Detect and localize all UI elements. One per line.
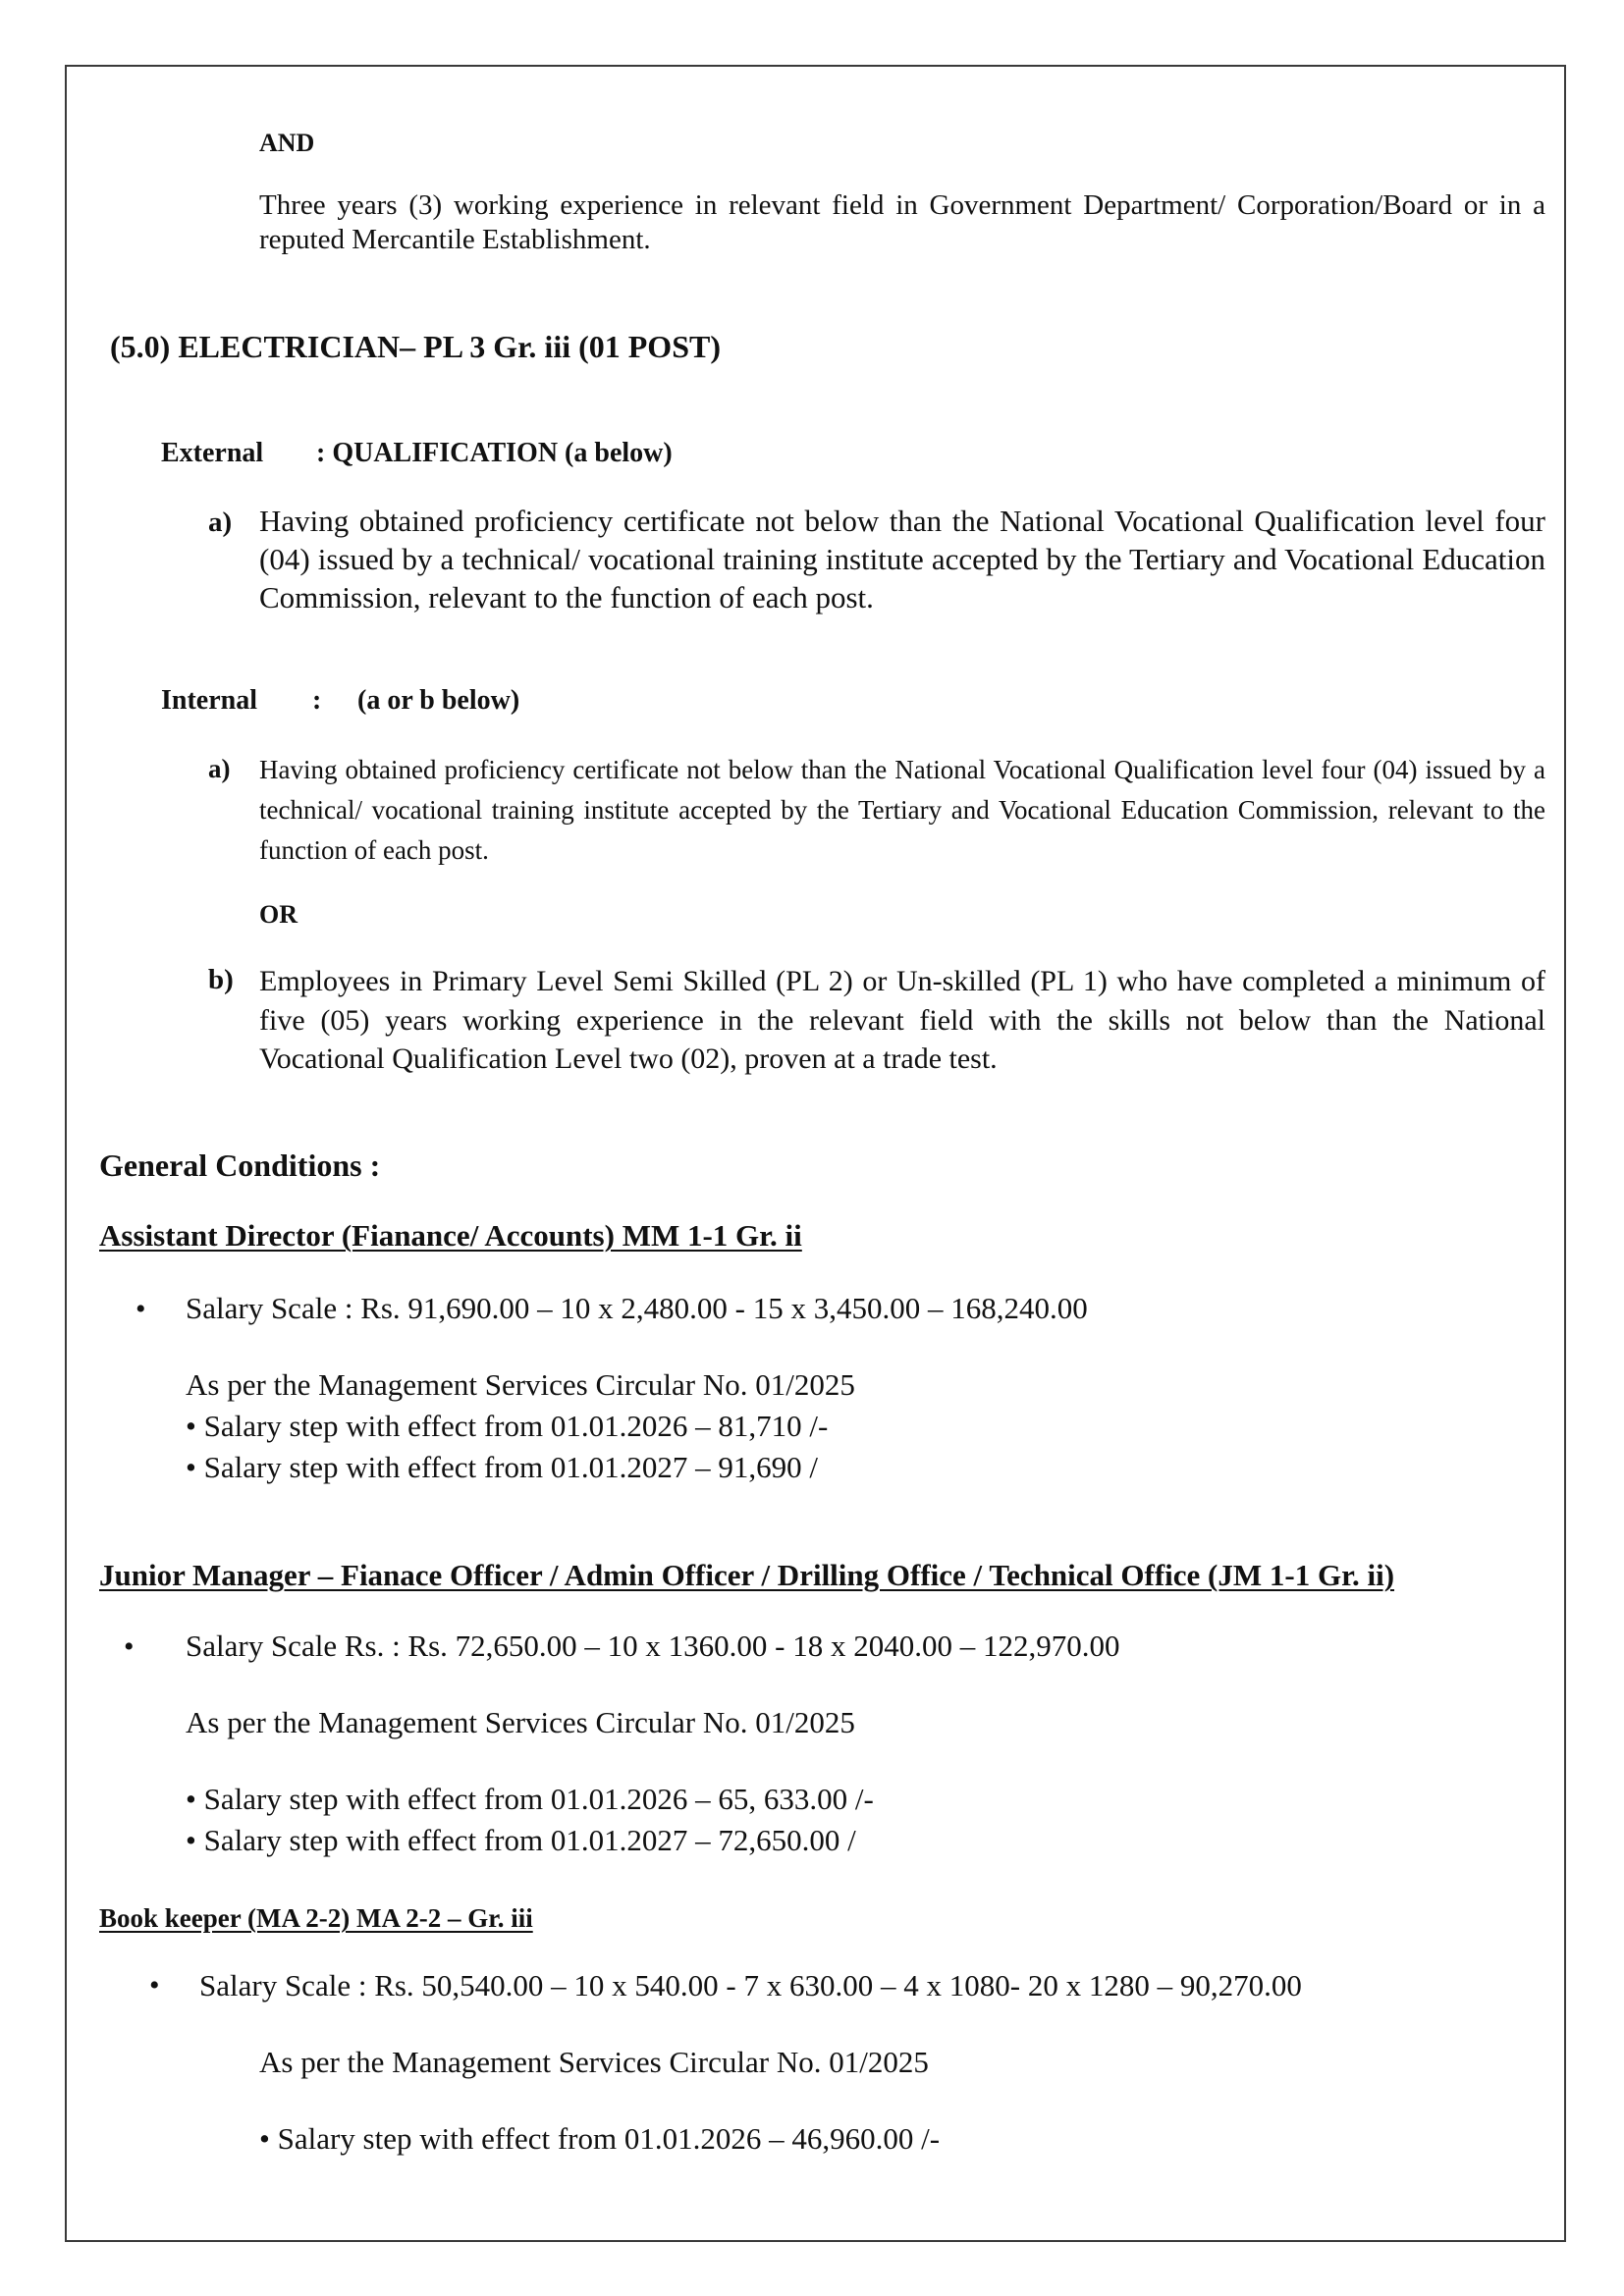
external-qualification: : QUALIFICATION (a below) <box>316 438 673 468</box>
assistant-director-step: • Salary step with effect from 01.01.2026 – 81,710 /- <box>186 1409 829 1443</box>
internal-colon: : <box>312 685 322 716</box>
internal-b-marker: b) <box>208 964 234 995</box>
assistant-director-title: Assistant Director (Fianance/ Accounts) MM 1-1 Gr. ii <box>99 1218 802 1253</box>
external-label: External <box>161 438 264 468</box>
external-a-text: Having obtained proficiency certificate not below than the National Vocational Qualification level four (04) issued by a technical/ vocational training institute accepted by the Tertiary and Vocational Education Commission, relevant to the function of each post. <box>259 504 1545 614</box>
book-keeper-step: • Salary step with effect from 01.01.2026 – 46,960.00 /- <box>259 2121 941 2156</box>
junior-manager-title: Junior Manager – Fianace Officer / Admin Officer / Drilling Office / Technical Office (JM 1-1 Gr. ii) <box>99 1558 1395 1592</box>
general-conditions-heading: General Conditions : <box>99 1148 381 1183</box>
internal-a-marker: a) <box>208 754 231 783</box>
internal-criteria: (a or b below) <box>357 685 520 716</box>
and-label: AND <box>259 129 315 157</box>
internal-a-text: Having obtained proficiency certificate not below than the National Vocational Qualification level four (04) issued by a technical/ vocational training institute accepted by the Tertiary and Vocational Education Commission, relevant to the function of each post. <box>259 755 1545 866</box>
book-keeper-salary-scale: Salary Scale : Rs. 50,540.00 – 10 x 540.00 - 7 x 630.00 – 4 x 1080- 20 x 1280 – 90,270.00 <box>199 1968 1302 2002</box>
junior-manager-circular: As per the Management Services Circular No. 01/2025 <box>186 1705 855 1739</box>
experience-text: Three years (3) working experience in relevant field in Government Department/ Corporation/Board or in a reputed Mercantile Establishment. <box>259 189 1545 256</box>
book-keeper-circular: As per the Management Services Circular No. 01/2025 <box>259 2045 929 2079</box>
bullet-icon: • <box>149 1969 160 2002</box>
book-keeper-title: Book keeper (MA 2-2) MA 2-2 – Gr. iii <box>99 1903 533 1933</box>
junior-manager-step: • Salary step with effect from 01.01.2026 – 65, 633.00 /- <box>186 1782 874 1816</box>
or-label: OR <box>259 900 298 929</box>
assistant-director-step: • Salary step with effect from 01.01.2027 – 91,690 / <box>186 1450 818 1484</box>
assistant-director-circular: As per the Management Services Circular No. 01/2025 <box>186 1367 855 1402</box>
external-a-marker: a) <box>208 507 233 538</box>
bullet-icon: • <box>124 1630 135 1663</box>
internal-b-text: Employees in Primary Level Semi Skilled (PL 2) or Un-skilled (PL 1) who have completed a minimum of five (05) years working experience in the relevant field with the skills not below than the National Vocational Qualification Level two (02), proven at a trade test. <box>259 965 1545 1076</box>
junior-manager-salary-scale: Salary Scale Rs. : Rs. 72,650.00 – 10 x 1360.00 - 18 x 2040.00 – 122,970.00 <box>186 1629 1120 1663</box>
internal-label: Internal <box>161 685 257 716</box>
junior-manager-step: • Salary step with effect from 01.01.2027 – 72,650.00 / <box>186 1823 856 1857</box>
bullet-icon: • <box>135 1293 146 1325</box>
assistant-director-salary-scale: Salary Scale : Rs. 91,690.00 – 10 x 2,480.00 - 15 x 3,450.00 – 168,240.00 <box>186 1291 1088 1325</box>
electrician-heading: (5.0) ELECTRICIAN– PL 3 Gr. iii (01 POST) <box>110 329 721 364</box>
